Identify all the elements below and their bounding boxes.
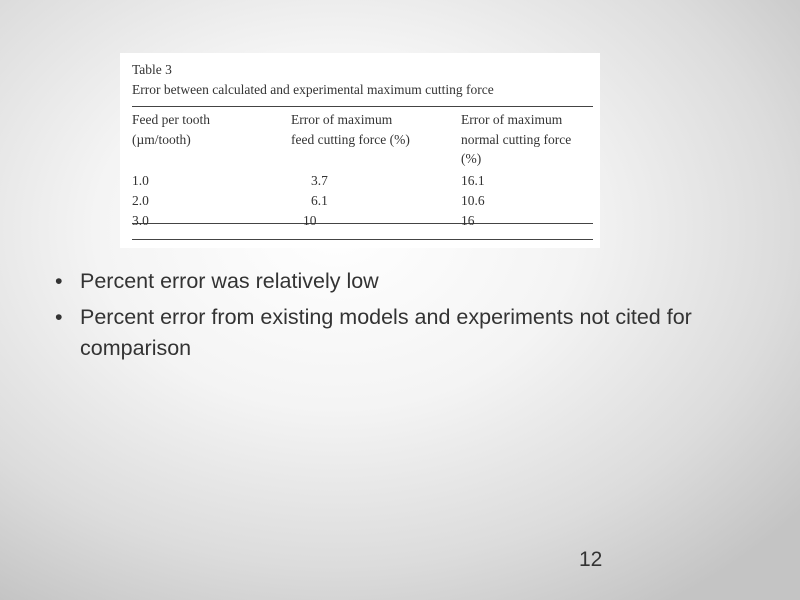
table-label: Table 3	[132, 62, 172, 77]
bullet-item	[52, 266, 752, 297]
table-row	[132, 193, 593, 213]
table-image	[120, 53, 600, 248]
column-header-feed-force-error: Error of maximum feed cutting force (%)	[291, 112, 410, 147]
column-header-normal-force-error: Error of maximum normal cutting force (%)	[461, 112, 572, 166]
cell-feed: 2.0	[132, 193, 149, 208]
table-bottom-rule	[132, 239, 593, 240]
cell-feed: 3.0	[132, 213, 149, 228]
table-row	[132, 173, 593, 193]
cell-feed: 1.0	[132, 173, 149, 188]
bullet-list	[52, 266, 752, 369]
bullet-marker: •	[55, 305, 63, 329]
table-top-rule	[132, 106, 593, 107]
table-row	[132, 213, 593, 233]
cell-normal-force-error: 10.6	[461, 193, 485, 208]
cell-feed-force-error: 3.7	[311, 173, 328, 188]
page-number: 12	[579, 548, 603, 571]
bullet-text: Percent error from existing models and experiments not cited for comparison	[80, 305, 692, 360]
bullet-text: Percent error was relatively low	[80, 269, 379, 293]
cell-feed-force-error: 6.1	[311, 193, 328, 208]
cell-normal-force-error: 16.1	[461, 173, 485, 188]
bullet-marker: •	[55, 269, 63, 293]
cell-normal-force-error: 16	[461, 213, 475, 228]
column-header-feed: Feed per tooth (µm/tooth)	[132, 112, 210, 147]
table-caption: Error between calculated and experimental maximum cutting force	[132, 82, 494, 97]
cell-feed-force-error: 10	[303, 213, 317, 228]
bullet-item	[52, 302, 752, 364]
